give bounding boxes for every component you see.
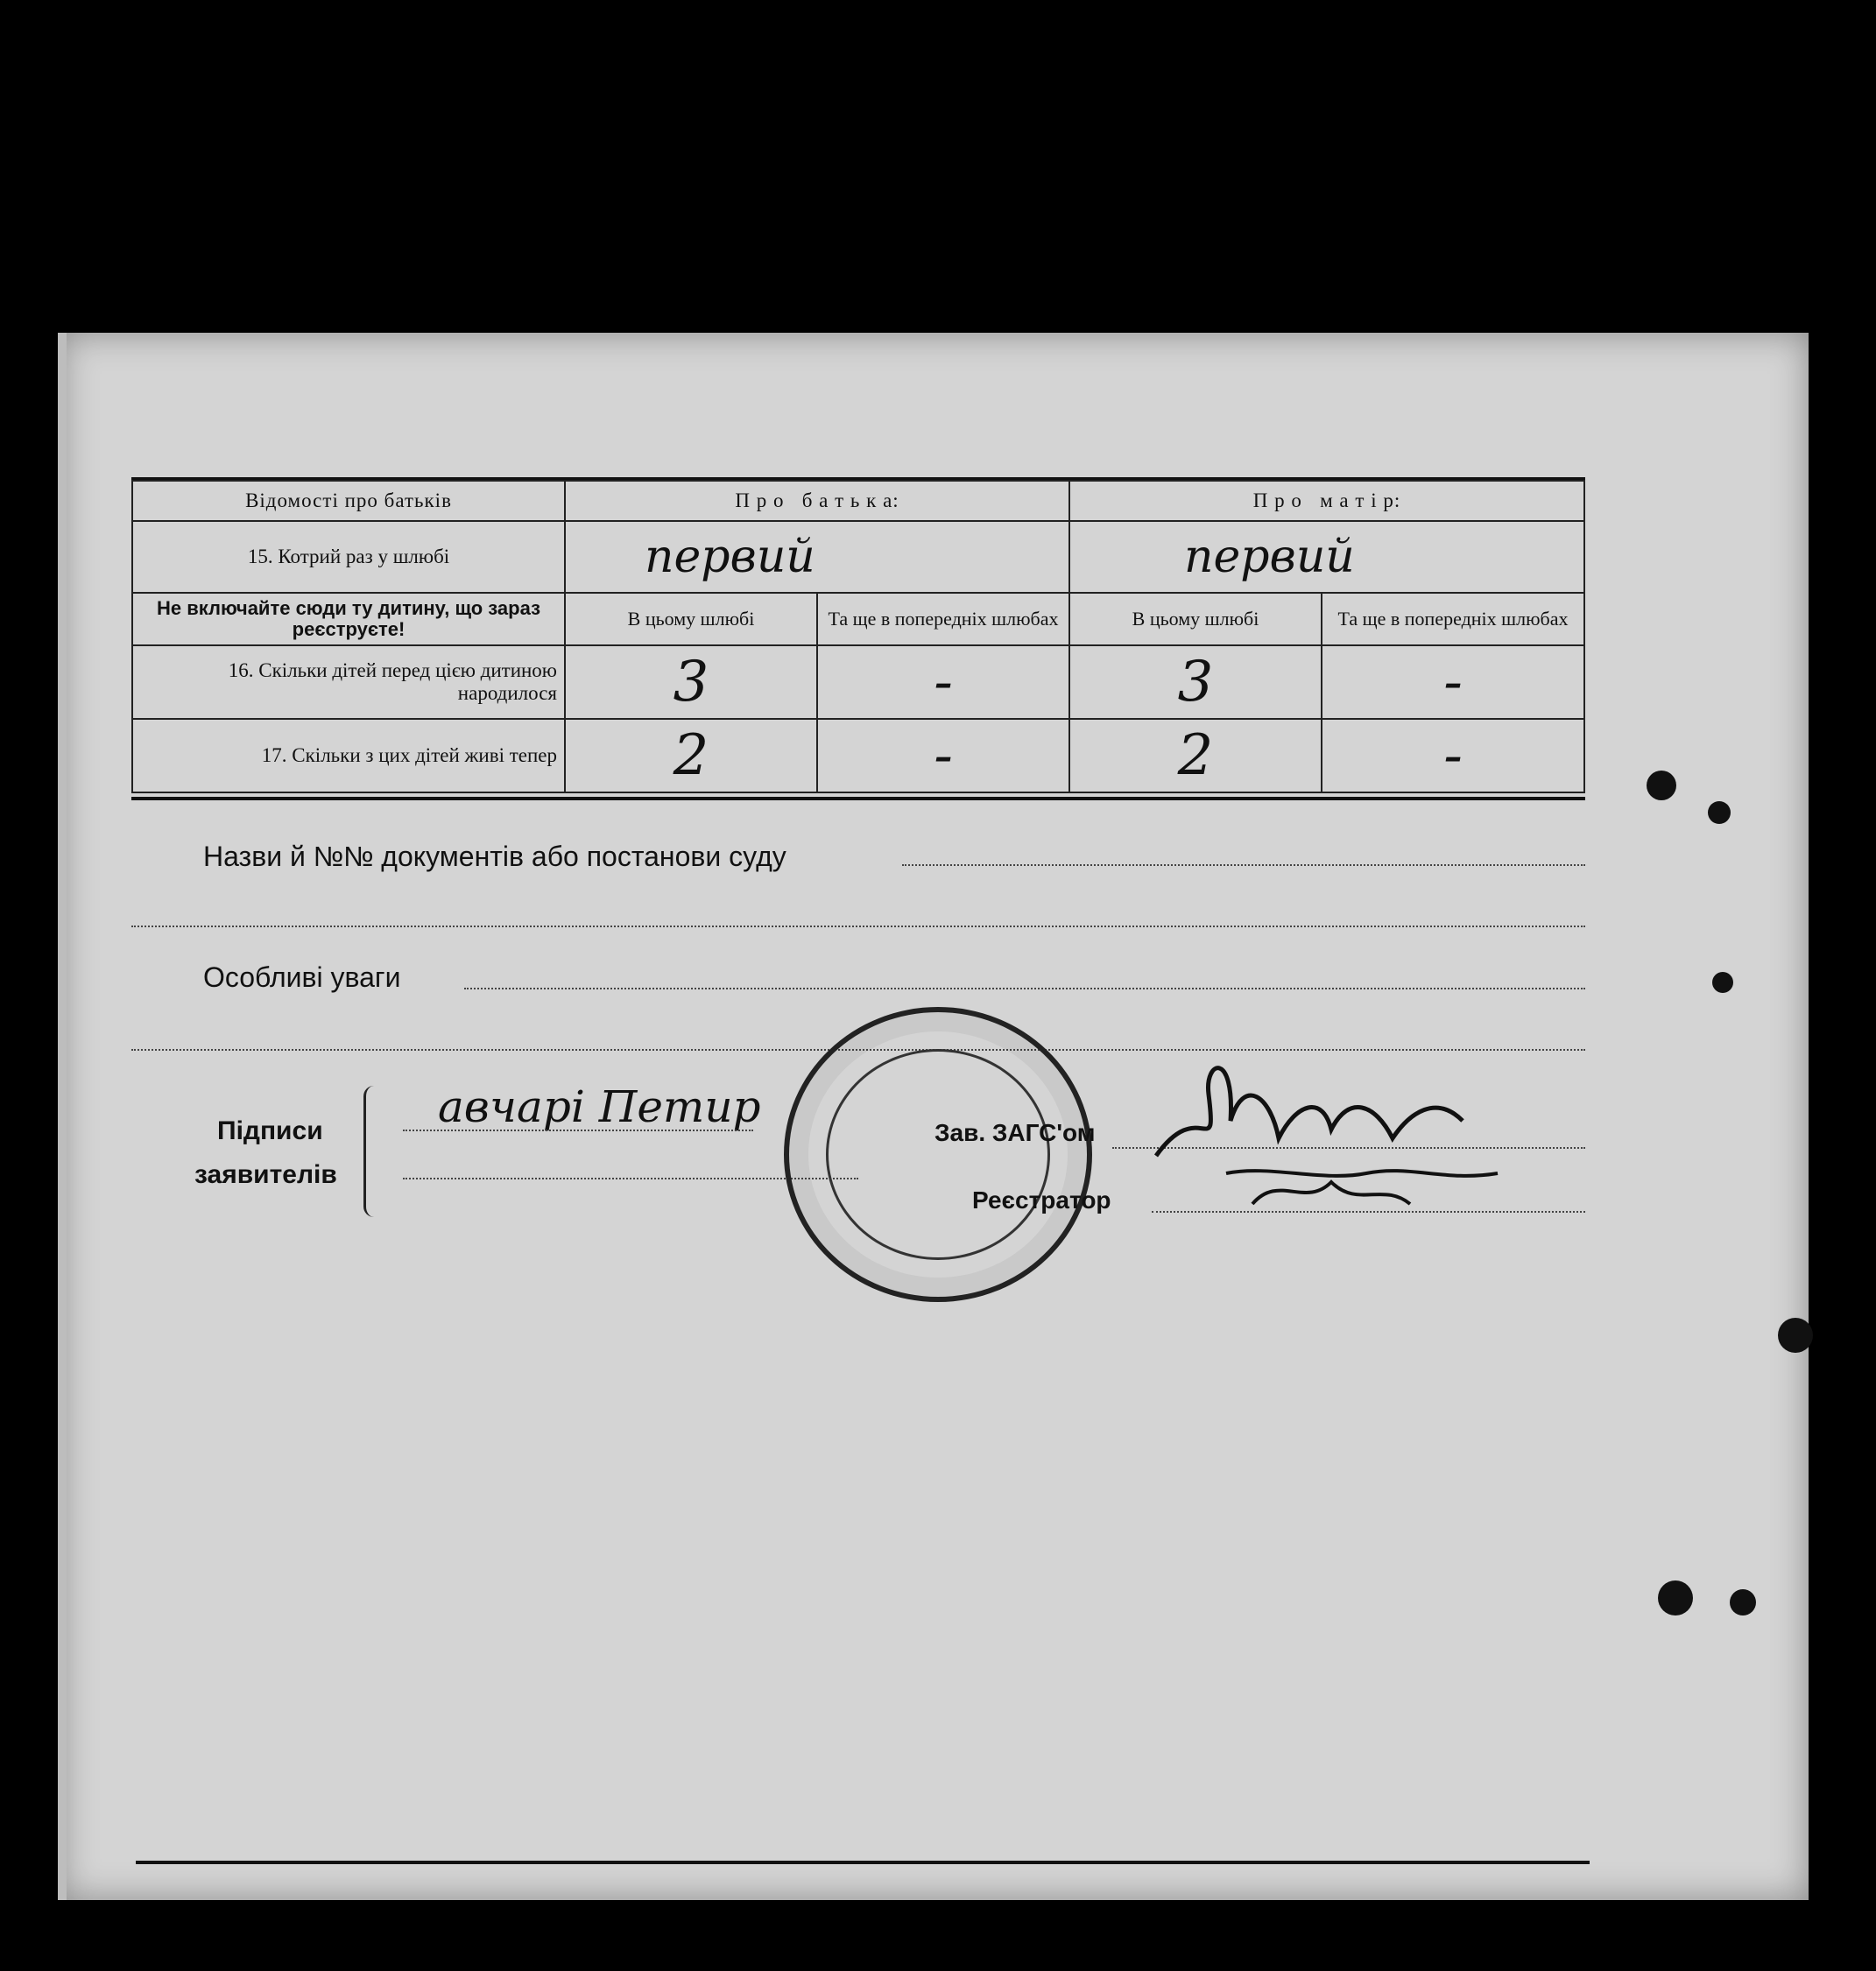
applicant-signature: авчарі Петир	[438, 1081, 761, 1132]
row-note	[132, 593, 1584, 645]
row16-label: 16. Скільки дітей перед цією дитиною народилося	[132, 645, 565, 719]
official-seal	[784, 1007, 1092, 1302]
punch-hole-6	[1730, 1589, 1756, 1616]
documents-line-1	[902, 864, 1585, 866]
sheet-edge	[58, 333, 67, 1900]
row16-mother-current: 3	[1069, 645, 1322, 719]
punch-hole-5	[1658, 1580, 1693, 1616]
documents-label: Назви й №№ документів або постанови суду	[203, 841, 786, 872]
row17-mother-previous: -	[1322, 719, 1584, 792]
row17-father-current: 2	[565, 719, 817, 792]
row15-father-value: первий	[565, 521, 1069, 593]
father-current-header: В цьому шлюбі	[565, 593, 817, 645]
documents-line-2	[131, 926, 1585, 927]
applicant-line-1	[403, 1130, 753, 1131]
punch-hole-2	[1708, 801, 1731, 824]
row15-mother-value: первий	[1069, 521, 1584, 593]
punch-hole-1	[1647, 771, 1676, 800]
head-signature	[1147, 1042, 1515, 1217]
signatures-label-2: заявителів	[194, 1160, 337, 1189]
header-mother: П р о м а т і р:	[1069, 481, 1584, 521]
header-father: П р о б а т ь к а:	[565, 481, 1069, 521]
signatures-brace	[363, 1086, 384, 1217]
mother-previous-header: Та ще в попередніх шлюбах	[1322, 593, 1584, 645]
row15-label: 15. Котрий раз у шлюбі	[132, 521, 565, 593]
father-previous-header: Та ще в попередніх шлюбах	[817, 593, 1069, 645]
table-bottom-rule	[131, 797, 1585, 800]
signatures-label-1: Підписи	[217, 1116, 323, 1145]
row17-mother-current: 2	[1069, 719, 1322, 792]
row16-mother-previous: -	[1322, 645, 1584, 719]
note-label: Не включайте сюди ту дитину, що зараз реєструєте!	[132, 593, 565, 645]
registrar-label: Реєстратор	[972, 1186, 1111, 1214]
row16-father-previous: -	[817, 645, 1069, 719]
header-label: Відомості про батьків	[132, 481, 565, 521]
table-header-row	[132, 481, 1584, 521]
document-sheet	[61, 333, 1809, 1900]
mother-current-header: В цьому шлюбі	[1069, 593, 1322, 645]
row-15	[132, 521, 1584, 593]
row17-father-previous: -	[817, 719, 1069, 792]
remarks-line-1	[464, 988, 1585, 989]
row16-father-current: 3	[565, 645, 817, 719]
row-16	[132, 645, 1584, 719]
row-17	[132, 719, 1584, 792]
remarks-label: Особливі уваги	[203, 961, 401, 993]
punch-hole-3	[1712, 972, 1733, 993]
row17-label: 17. Скільки з цих дітей живі тепер	[132, 719, 565, 792]
punch-hole-4	[1778, 1318, 1813, 1353]
parents-info-table	[131, 480, 1585, 793]
bottom-rule	[136, 1861, 1590, 1864]
head-label: Зав. ЗАГС'ом	[934, 1119, 1096, 1146]
